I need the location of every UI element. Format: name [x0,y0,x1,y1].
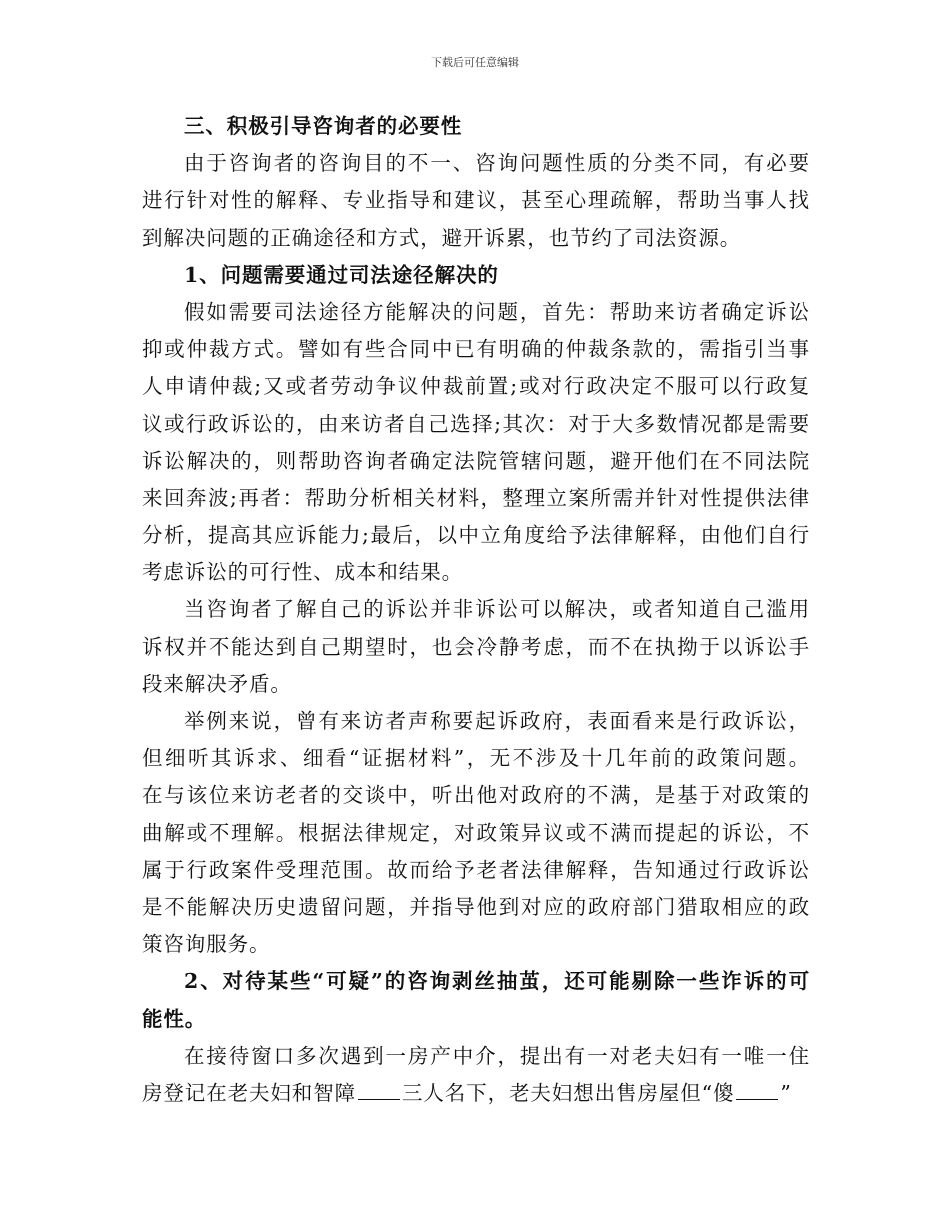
paragraph-line: 诉讼解决的，则帮助咨询者确定法院管辖问题，避开他们在不同法院 [142,448,810,473]
paragraph-line: 属于行政案件受理范围。故而给予老者法律解释，告知通过行政诉讼 [142,857,810,882]
header-text: 下载后可任意编辑 [431,56,519,69]
paragraph-line: 当咨询者了解自己的诉讼并非诉讼可以解决，或者知道自己滥用 [184,597,810,622]
text-segment: 房登记在老夫妇和智障 [142,1080,356,1105]
paragraph-line: 策咨询服务。 [142,932,271,957]
subsection-heading: 1、问题需要通过司法途径解决的 [184,262,499,287]
paragraph-line: 举例来说，曾有来访者声称要起诉政府，表面看来是行政诉讼， [184,709,810,733]
document-body [142,108,810,1112]
blank-underline [736,1081,778,1100]
paragraph-line: 考虑诉讼的可行性、成本和结果。 [142,560,463,585]
paragraph-line: 曲解或不理解。根据法律规定，对政策异议或不满而提起的诉讼，不 [142,820,810,845]
paragraph-line: 是不能解决历史遗留问题，并指导他到对应的政府部门猎取相应的政 [142,894,810,919]
paragraph-line: 抑或仲裁方式。譬如有些合同中已有明确的仲裁条款的，需指引当事 [142,337,810,362]
paragraph-line: 在与该位来访老者的交谈中，听出他对政府的不满，是基于对政策的 [142,783,810,808]
paragraph-line: 由于咨询者的咨询目的不一、咨询问题性质的分类不同，有必要 [184,151,810,176]
paragraph-line: 段来解决矛盾。 [142,671,292,696]
paragraph-line: 但细听其诉求、细看“证据材料”，无不涉及十几年前的政策问题。 [142,746,810,771]
subsection-heading: 2、对待某些“可疑”的咨询剥丝抽茧，还可能剔除一些诈诉的可 [184,969,810,994]
text-segment: ” [780,1080,792,1105]
paragraph-line: 假如需要司法途径方能解决的问题，首先：帮助来访者确定诉讼 [184,299,810,324]
section-heading: 三、积极引导咨询者的必要性 [184,114,463,138]
paragraph-line: 人申请仲裁;又或者劳动争议仲裁前置;或对行政决定不服可以行政复 [142,374,810,399]
paragraph-line: 进行针对性的解释、专业指导和建议，甚至心理疏解，帮助当事人找 [142,188,810,213]
text-segment: 三人名下，老夫妇想出售房屋但“傻 [402,1080,735,1105]
paragraph-line: 分析，提高其应诉能力;最后，以中立角度给予法律解释，由他们自行 [142,523,810,548]
subsection-heading: 能性。 [142,1006,207,1031]
paragraph-line: 在接待窗口多次遇到一房产中介，提出有一对老夫妇有一唯一住 [184,1043,810,1068]
paragraph-line [142,1075,810,1112]
blank-underline [358,1081,400,1100]
page-header [0,54,950,70]
paragraph-line: 诉权并不能达到自己期望时，也会冷静考虑，而不在执拗于以诉讼手 [142,634,810,659]
paragraph-line: 议或行政诉讼的，由来访者自己选择;其次：对于大多数情况都是需要 [142,411,810,436]
paragraph-line: 来回奔波;再者：帮助分析相关材料，整理立案所需并针对性提供法律 [142,485,810,510]
paragraph-line: 到解决问题的正确途径和方式，避开诉累，也节约了司法资源。 [142,225,742,250]
